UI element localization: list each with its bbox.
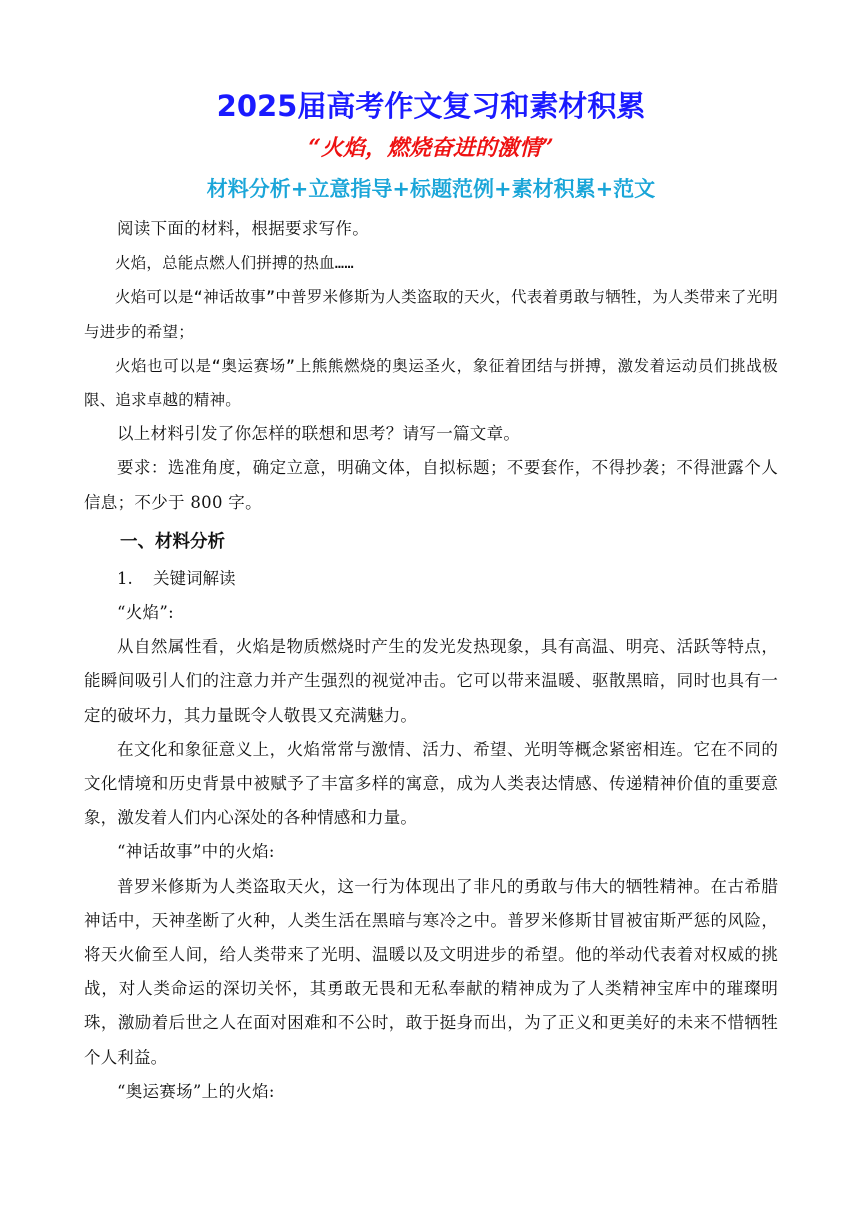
numbered-item-keywords [84, 562, 778, 596]
item-label: 关键词解读 [153, 568, 236, 588]
keyword-olympic-label: “奥运赛场”上的火焰: [117, 1081, 275, 1101]
document-subtitle: “火焰，燃烧奋进的激情” [308, 135, 554, 161]
item-number: 1. [117, 568, 133, 588]
prompt-paragraph-3: 火焰也可以是“奥运赛场”上熊熊燃烧的奥运圣火，象征着团结与拼搏，激发着运动员们挑战极限、追求卓越的精神。 [84, 356, 778, 410]
keyword-fire-label: “火焰”: [117, 603, 174, 623]
document-title: 2025届高考作文复习和素材积累 [216, 89, 646, 123]
myth-paragraph-1: 普罗米修斯为人类盗取天火，这一行为体现出了非凡的勇敢与伟大的牺牲精神。在古希腊神话中，天神垄断了火种，人类生活在黑暗与寒冷之中。普罗米修斯甘冒被宙斯严惩的风险，将天火偷至人间，给人类带来了光明、温暖以及文明进步的希望。他的举动代表着对权威的挑战，对人类命运的深切关怀，其勇敢无畏和无私奉献的精神成为了人类精神宝库中的璀璨明珠，激励着后世之人在面对困难和不公时，敢于挺身而出，为了正义和更美好的未来不惜牺牲个人利益。 [84, 876, 778, 1067]
prompt-intro: 阅读下面的材料，根据要求写作。 [117, 219, 369, 238]
prompt-paragraph-1: 火焰，总能点燃人们拼搏的热血…… [115, 254, 354, 273]
prompt-paragraph-2: 火焰可以是“神话故事”中普罗米修斯为人类盗取的天火，代表着勇敢与牺牲，为人类带来了光明与进步的希望； [84, 288, 778, 341]
fire-paragraph-2: 在文化和象征意义上，火焰常常与激情、活力、希望、光明等概念紧密相连。它在不同的文化情境和历史背景中被赋予了丰富多样的寓意，成为人类表达情感、传递精神价值的重要意象，激发着人们内心深处的各种情感和力量。 [84, 739, 778, 828]
keyword-myth-label: “神话故事”中的火焰: [117, 842, 275, 862]
fire-paragraph-1: 从自然属性看，火焰是物质燃烧时产生的发光发热现象，具有高温、明亮、活跃等特点，能瞬间吸引人们的注意力并产生强烈的视觉冲击。它可以带来温暖、驱散黑暗，同时也具有一定的破坏力，其力量既令人敬畏又充满魅力。 [84, 637, 778, 725]
document-section-overview: 材料分析+立意指导+标题范例+素材积累+范文 [206, 177, 656, 201]
prompt-requirement: 要求：选准角度，确定立意，明确文体，自拟标题；不要套作，不得抄袭；不得泄露个人信息；不少于 800 字。 [84, 458, 778, 512]
section-heading-material-analysis: 一、材料分析 [120, 531, 225, 552]
prompt-question: 以上材料引发了你怎样的联想和思考？请写一篇文章。 [117, 424, 521, 444]
